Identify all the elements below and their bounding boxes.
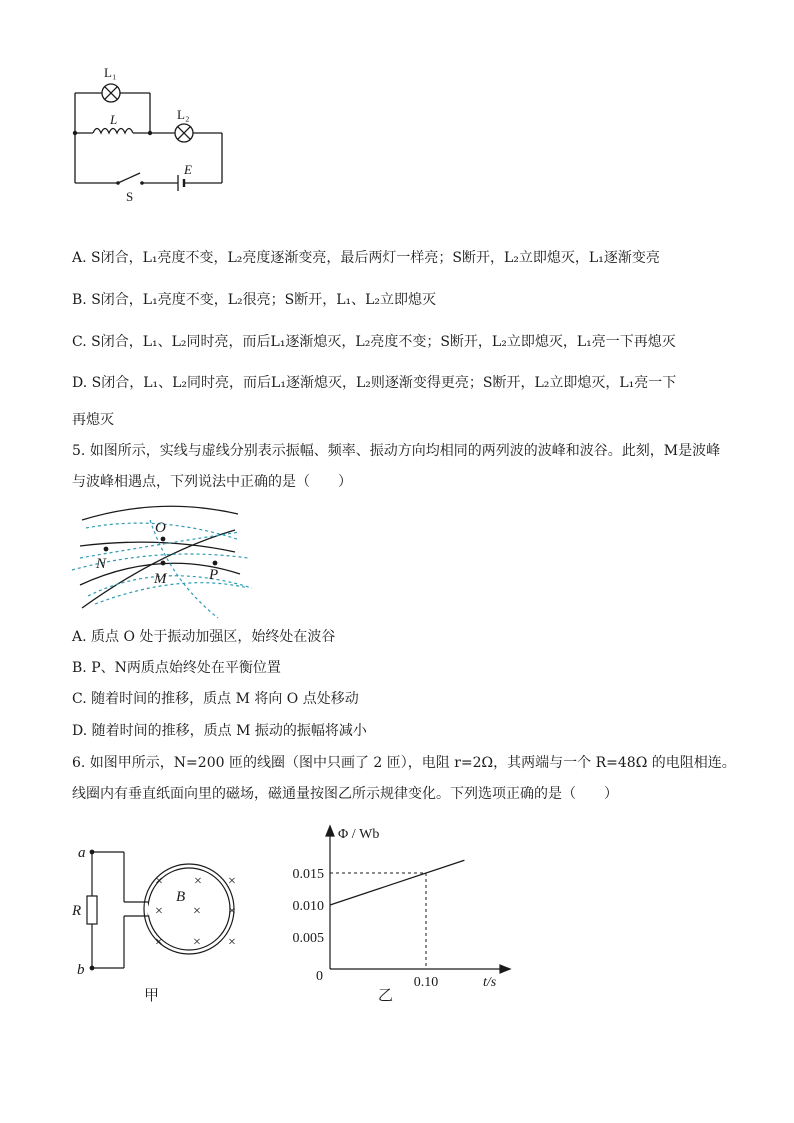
q5-option-a: A. 质点 O 处于振动加强区，始终处在波谷: [72, 629, 336, 645]
svg-text:×: ×: [228, 904, 236, 919]
caption-jia: 甲: [144, 988, 160, 1004]
flux-series-line: [330, 860, 464, 905]
y-tick-label: 0.005: [292, 931, 324, 946]
q5-option-b: B. P、N两质点始终处在平衡位置: [72, 660, 281, 676]
label-b: B: [176, 889, 186, 905]
chart-ylabel: Φ / Wb: [338, 827, 380, 842]
label-p: P: [209, 567, 219, 583]
q5-stem-line2: 与波峰相遇点，下列说法中正确的是（ ）: [72, 474, 352, 490]
q4-option-c: C. S闭合，L₁、L₂同时亮，而后L₁逐渐熄灭，L₂亮度不变；S断开，L₂立即熄灭，L₁亮一下再熄灭: [72, 334, 676, 350]
caption-yi: 乙: [378, 988, 394, 1004]
q4-option-d: D. S闭合，L₁、L₂同时亮，而后L₁逐渐熄灭，L₂则逐渐变得更亮；S断开，L₂立即熄灭，L₁亮一下: [72, 375, 677, 391]
q4-option-a: A. S闭合，L₁亮度不变，L₂亮度逐渐变亮，最后两灯一样亮；S断开，L₂立即熄灭，L₁逐渐变亮: [72, 250, 660, 266]
circuit-figure: [60, 60, 240, 210]
q5-option-c: C. 随着时间的推移，质点 M 将向 O 点处移动: [72, 691, 359, 707]
q5-option-d: D. 随着时间的推移，质点 M 振动的振幅将减小: [72, 723, 367, 739]
field-cross-icons: [155, 874, 236, 950]
flux-chart: [280, 822, 520, 1007]
q4-option-d-cont: 再熄灭: [72, 412, 114, 428]
label-battery: E: [184, 162, 192, 177]
svg-text:×: ×: [193, 935, 201, 950]
chart-xlabel: t/s: [483, 975, 497, 990]
label-o: O: [155, 520, 166, 536]
lamp-l2-icon: [175, 124, 193, 142]
label-terminal-b: b: [77, 962, 85, 978]
q6-stem-line1: 6. 如图甲所示，N=200 匝的线圈（图中只画了 2 匝），电阻 r=2Ω，其两端与一个 R=48Ω 的电阻相连。: [72, 755, 736, 771]
svg-text:×: ×: [155, 874, 163, 889]
svg-text:×: ×: [228, 874, 236, 889]
lamp-l1-icon: [102, 84, 120, 102]
q4-option-b: B. S闭合，L₁亮度不变，L₂很亮；S断开，L₁、L₂立即熄灭: [72, 292, 437, 308]
coil-figure: [68, 838, 258, 1008]
q5-stem-line1: 5. 如图所示，实线与虚线分别表示振幅、频率、振动方向均相同的两列波的波峰和波谷。此刻，M是波峰: [72, 443, 721, 459]
svg-text:×: ×: [155, 935, 163, 950]
label-inductor: L: [110, 112, 118, 127]
label-a: a: [78, 845, 86, 861]
label-r: R: [72, 903, 82, 919]
svg-text:×: ×: [155, 904, 163, 919]
label-l2: L₂: [177, 107, 190, 122]
wave-interference-figure: [70, 500, 260, 625]
x-tick-label: 0.10: [413, 975, 439, 990]
y-tick-label: 0.010: [292, 899, 324, 914]
label-m: M: [154, 571, 167, 587]
svg-text:×: ×: [228, 935, 236, 950]
label-switch: S: [126, 189, 134, 204]
y-tick-label: 0.015: [292, 867, 324, 882]
label-n: N: [96, 556, 107, 572]
chart-origin-label: 0: [316, 969, 323, 984]
svg-text:×: ×: [194, 874, 202, 889]
svg-text:×: ×: [193, 904, 201, 919]
label-l1: L₁: [104, 65, 117, 80]
q6-stem-line2: 线圈内有垂直纸面向里的磁场，磁通量按图乙所示规律变化。下列选项正确的是（ ）: [72, 786, 618, 802]
